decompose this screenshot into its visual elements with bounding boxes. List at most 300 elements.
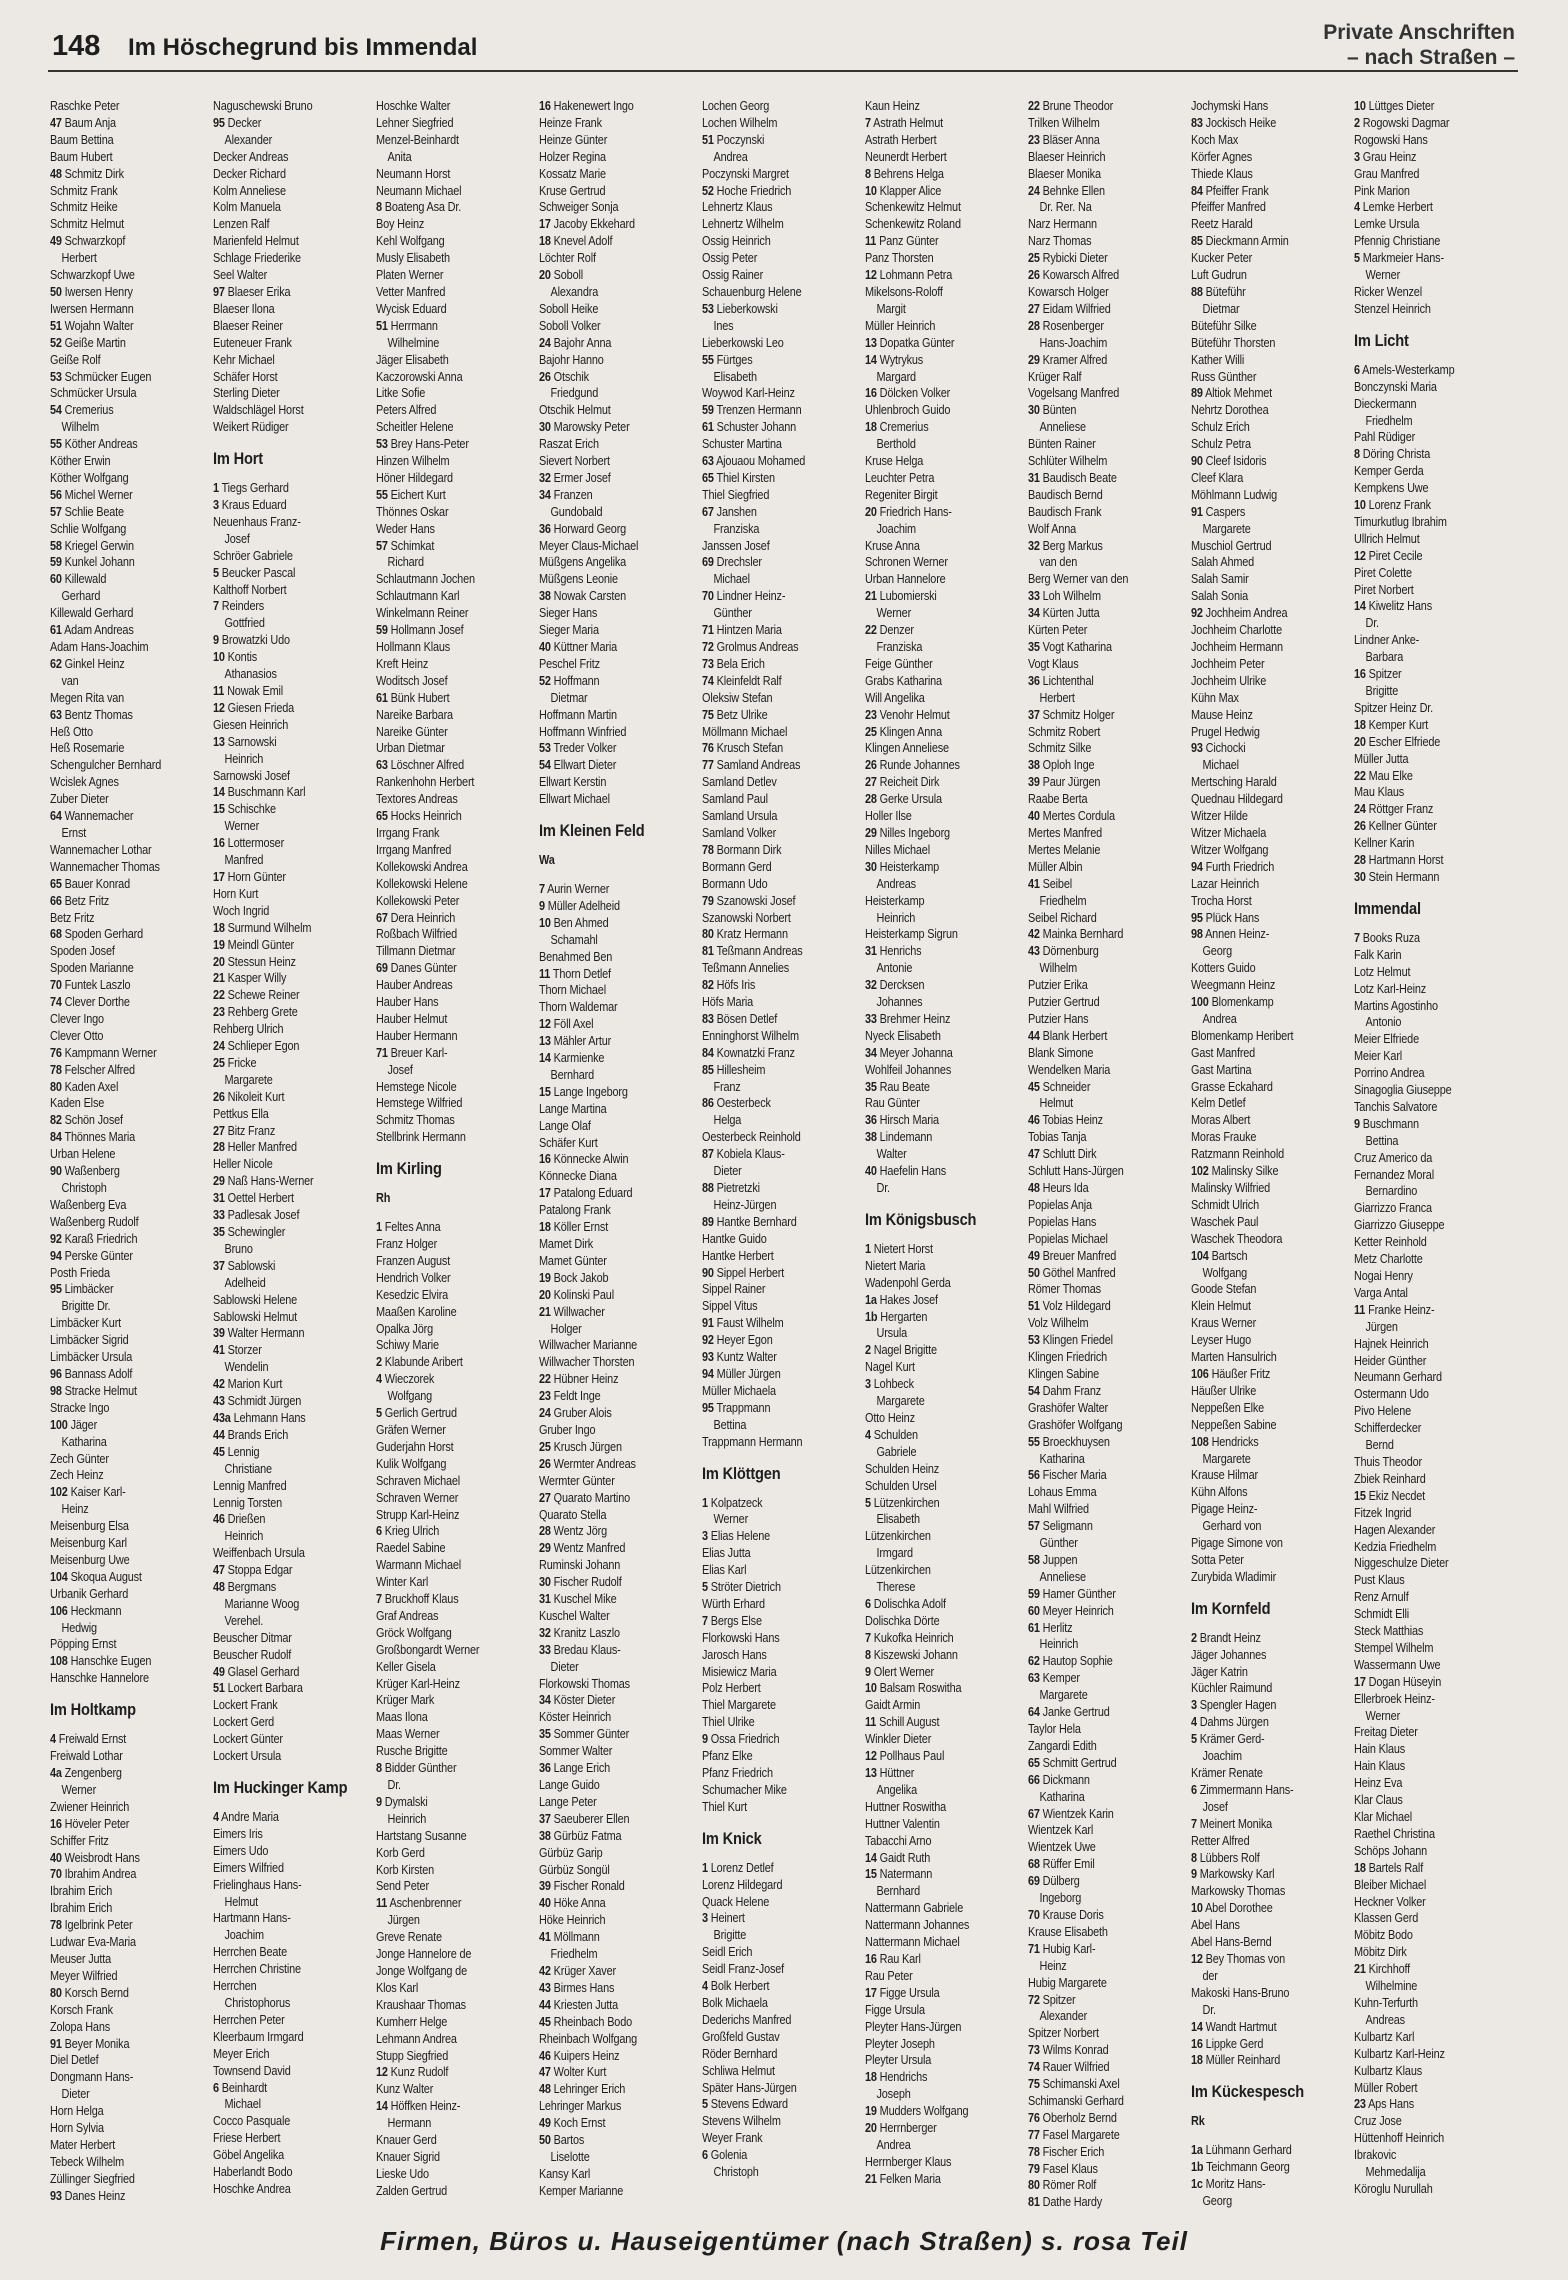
resident-name: Fischer Ronald [553, 1878, 625, 1894]
resident-name: Cremerius [64, 402, 114, 418]
resident-entry [213, 233, 347, 250]
resident-name: Schmitt Gertrud [1042, 1754, 1117, 1770]
resident-name: Liselotte [550, 2148, 590, 2164]
resident-name: Herbert [1039, 689, 1075, 705]
resident-entry [376, 1709, 510, 1726]
resident-entry [213, 1376, 347, 1393]
resident-entry [1191, 926, 1325, 943]
resident-entry [865, 1833, 999, 1850]
resident-entry [865, 910, 999, 927]
resident-name: Margarete [1202, 1450, 1251, 1466]
house-number: 77 [1028, 2126, 1040, 2142]
resident-entry [1354, 1741, 1452, 1758]
resident-entry [1354, 1758, 1452, 1775]
resident-name: Volz Wilhelm [1028, 1315, 1089, 1331]
resident-entry [50, 1866, 184, 1883]
house-number: 41 [213, 1342, 225, 1358]
resident-name: Göbel Angelika [213, 2147, 285, 2163]
resident-name: Knauer Gerd [376, 2132, 437, 2148]
resident-entry [376, 1540, 510, 1557]
resident-name: Sablowski [227, 1257, 276, 1273]
resident-entry [865, 2154, 999, 2171]
resident-name: Gast Manfred [1191, 1044, 1256, 1060]
resident-entry [50, 622, 184, 639]
resident-name: Christophorus [224, 1994, 291, 2010]
resident-name: Kolm Manuela [213, 199, 281, 215]
resident-name: Dr. Rer. Na [1039, 199, 1092, 215]
house-number: 36 [1028, 672, 1040, 688]
resident-entry [376, 1878, 510, 1895]
resident-name: Rauer Wilfried [1042, 2059, 1110, 2075]
house-number: 10 [865, 1680, 877, 1696]
resident-entry [50, 538, 184, 555]
resident-name: Lange Guido [539, 1777, 600, 1792]
resident-entry [376, 842, 510, 859]
house-number: 56 [1028, 1467, 1040, 1483]
resident-entry [376, 859, 510, 876]
resident-entry [376, 1676, 510, 1693]
house-number: 104 [50, 1568, 68, 1584]
resident-entry [1028, 1332, 1162, 1349]
resident-entry [50, 740, 184, 757]
resident-entry [1191, 1248, 1325, 1265]
resident-name: Köster Dieter [553, 1692, 616, 1708]
resident-name: Bauer Konrad [64, 875, 130, 891]
resident-entry [1191, 1535, 1325, 1552]
resident-name: Prugel Hedwig [1191, 723, 1260, 739]
house-number: 31 [1028, 469, 1040, 485]
resident-entry [1028, 385, 1162, 402]
resident-name: Georg [1202, 2192, 1232, 2208]
resident-entry [865, 774, 999, 791]
resident-entry [1191, 1680, 1325, 1697]
resident-entry [213, 784, 347, 801]
resident-entry [1191, 2052, 1325, 2069]
house-number: 28 [1354, 852, 1366, 868]
resident-entry [1354, 1724, 1452, 1741]
resident-entry [539, 1811, 673, 1828]
house-number: 51 [1028, 1298, 1040, 1314]
resident-entry [539, 335, 673, 352]
house-number: 15 [865, 1866, 877, 1882]
house-number: 5 [702, 2096, 708, 2112]
resident-entry [539, 1912, 673, 1929]
resident-name: Wcislek Agnes [50, 774, 119, 790]
resident-entry [213, 1427, 347, 1444]
resident-entry [50, 2103, 184, 2120]
resident-entry [376, 250, 510, 267]
resident-name: Kampmann Werner [64, 1044, 157, 1060]
resident-name: Nogai Henry [1354, 1268, 1413, 1283]
resident-entry [376, 1862, 510, 1879]
resident-entry [539, 1709, 673, 1726]
resident-entry [1028, 2144, 1162, 2161]
house-number: 7 [376, 1591, 382, 1607]
house-number: 38 [1028, 757, 1040, 773]
resident-name: Putzier Gertrud [1028, 994, 1100, 1010]
street-heading: Im Huckinger Kamp [213, 1778, 348, 1797]
house-number: 69 [702, 554, 714, 570]
resident-name: Hüttenhoff Heinrich [1354, 2130, 1445, 2146]
resident-entry [1354, 1353, 1452, 1370]
resident-name: Urban Helene [50, 1146, 116, 1162]
resident-entry [213, 598, 347, 615]
resident-name: Gabriele [876, 1443, 917, 1459]
resident-entry [702, 1180, 836, 1197]
resident-name: Föll Axel [553, 1016, 594, 1032]
resident-entry [1354, 216, 1452, 233]
resident-name: Schlage Friederike [213, 250, 301, 266]
house-number: 78 [1028, 2143, 1040, 2159]
resident-entry [1354, 869, 1452, 886]
resident-entry [1028, 2093, 1162, 2110]
house-number: 70 [50, 1866, 62, 1882]
resident-name: Klingen Anneliese [865, 740, 949, 756]
house-number: 16 [539, 1151, 551, 1167]
resident-entry [1028, 1755, 1162, 1772]
house-number: 55 [376, 486, 388, 502]
resident-entry [1191, 1518, 1325, 1535]
resident-entry [376, 487, 510, 504]
resident-name: Hubig Karl- [1042, 1940, 1096, 1956]
resident-name: Wolfgang [387, 1388, 433, 1404]
resident-entry [702, 1315, 836, 1332]
resident-name: Heinrich [876, 909, 916, 925]
resident-name: Krämer Renate [1191, 1765, 1263, 1780]
resident-entry [1354, 1420, 1452, 1437]
resident-entry [50, 1214, 184, 1231]
resident-name: Wannemacher Lothar [50, 841, 152, 857]
resident-name: Panz Thorsten [865, 250, 934, 266]
resident-name: Bitz Franz [227, 1122, 276, 1138]
house-number: 42 [539, 1962, 551, 1978]
resident-name: Sarnowski [227, 733, 277, 749]
resident-entry [1028, 1620, 1162, 1637]
resident-name: Hagen Alexander [1354, 1521, 1436, 1537]
resident-name: Seibel [1042, 875, 1072, 891]
resident-name: Bentz Thomas [64, 706, 133, 722]
resident-entry [865, 1596, 999, 1613]
resident-name: Kunz Rudolf [390, 2064, 449, 2080]
resident-name: Klar Claus [1354, 1792, 1403, 1808]
resident-name: Kemper Gerda [1354, 463, 1424, 479]
resident-entry [702, 1545, 836, 1562]
resident-name: Schlutt Hans-Jürgen [1028, 1163, 1124, 1179]
resident-entry [1028, 132, 1162, 149]
resident-name: Döring Christa [1362, 446, 1431, 462]
resident-entry [50, 335, 184, 352]
resident-entry [213, 1697, 347, 1714]
resident-name: Bartels Ralf [1368, 1859, 1424, 1875]
resident-entry [865, 1045, 999, 1062]
directory-column [213, 98, 376, 2213]
house-number: 87 [702, 1146, 714, 1162]
resident-name: Schulz Erich [1191, 419, 1250, 435]
resident-entry [702, 707, 836, 724]
resident-name: Pfanz Elke [702, 1748, 753, 1764]
resident-name: Kehl Wolfgang [376, 233, 445, 249]
resident-entry [702, 2147, 836, 2164]
resident-name: Thuis Theodor [1354, 1453, 1422, 1469]
resident-entry [539, 1202, 673, 1219]
resident-name: Figge Ursula [879, 1984, 940, 2000]
resident-name: Thiel Margarete [702, 1697, 776, 1713]
resident-entry [50, 757, 184, 774]
resident-entry [539, 402, 673, 419]
resident-entry [213, 869, 347, 886]
resident-name: Gräfen Werner [376, 1421, 446, 1437]
resident-name: Nagel Brigitte [873, 1342, 937, 1358]
resident-entry [702, 876, 836, 893]
resident-name: Witzer Wolfgang [1191, 841, 1269, 857]
directory-column [1354, 98, 1474, 2213]
house-number: 50 [50, 283, 62, 299]
resident-entry [702, 1697, 836, 1714]
resident-name: Patalong Frank [539, 1202, 611, 1218]
resident-entry [702, 1434, 836, 1451]
resident-name: Krause Hilmar [1191, 1467, 1258, 1483]
resident-name: Wentz Jörg [553, 1523, 607, 1539]
resident-entry [213, 1224, 347, 1241]
resident-name: Heller Manfred [227, 1139, 297, 1155]
resident-name: Kraus Werner [1191, 1315, 1257, 1331]
resident-name: Zbiek Reinhard [1354, 1470, 1426, 1486]
resident-name: Betz Fritz [64, 892, 110, 908]
house-number: 36 [539, 520, 551, 536]
house-number: 15 [539, 1083, 551, 1099]
resident-entry [1191, 1231, 1325, 1248]
house-number: 38 [539, 588, 551, 604]
resident-name: Andrea [713, 148, 748, 164]
resident-entry [1354, 199, 1452, 216]
resident-entry [1028, 1417, 1162, 1434]
resident-entry [376, 453, 510, 470]
resident-entry [1191, 2019, 1325, 2036]
house-number: 104 [1191, 1247, 1209, 1263]
resident-name: Sommer Walter [539, 1743, 613, 1759]
resident-entry [50, 1518, 184, 1535]
resident-name: Zengenberg [64, 1765, 122, 1780]
resident-name: Schronen Werner [865, 554, 948, 570]
resident-name: Heyer Egon [716, 1332, 773, 1348]
resident-name: Astrath Herbert [865, 131, 937, 147]
resident-entry [539, 149, 673, 166]
resident-name: Korsch Bernd [64, 1984, 129, 2000]
resident-entry [1191, 1417, 1325, 1434]
resident-name: Megen Rita van [50, 689, 125, 705]
resident-entry [1354, 98, 1452, 115]
resident-entry [539, 740, 673, 757]
resident-entry [1028, 1349, 1162, 1366]
resident-entry [1191, 639, 1325, 656]
house-number: 2 [1354, 114, 1360, 130]
resident-entry [213, 768, 347, 785]
resident-entry [539, 521, 673, 538]
resident-name: Margarete [1202, 520, 1251, 536]
house-number: 81 [702, 943, 714, 959]
resident-name: Dieckmann Armin [1205, 233, 1289, 249]
resident-entry [1191, 166, 1325, 183]
resident-entry [1191, 859, 1325, 876]
resident-name: Feige Günther [865, 655, 933, 671]
resident-entry [376, 1045, 510, 1062]
resident-entry [539, 1270, 673, 1287]
resident-name: Küttner Maria [553, 639, 617, 654]
resident-name: Schengulcher Bernhard [50, 757, 162, 773]
house-number: 55 [702, 351, 714, 367]
resident-name: Meindl Günter [227, 936, 295, 952]
resident-name: Juppen [1042, 1551, 1078, 1567]
resident-entry [213, 1528, 347, 1545]
resident-entry [1028, 1704, 1162, 1721]
resident-entry [539, 1456, 673, 1473]
resident-name: Ibrahim Andrea [64, 1866, 137, 1882]
resident-name: Pietretzki [716, 1180, 760, 1195]
resident-entry [702, 1281, 836, 1298]
resident-name: Hinzen Wilhelm [376, 453, 450, 469]
resident-name: Weikert Rüdiger [213, 419, 289, 435]
resident-name: Martins Agostinho [1354, 997, 1438, 1013]
resident-name: Schöps Johann [1354, 1842, 1428, 1858]
house-number: 1 [702, 1859, 708, 1875]
resident-entry [1354, 1048, 1452, 1065]
resident-entry [865, 1079, 999, 1096]
resident-entry [1028, 1265, 1162, 1282]
resident-name: Paur Jürgen [1042, 774, 1101, 790]
resident-name: Giarrizzo Franca [1354, 1200, 1432, 1216]
house-number: 53 [539, 740, 551, 756]
resident-name: Franz [713, 1078, 741, 1094]
resident-entry [1191, 1816, 1325, 1833]
resident-name: Stracke Ingo [50, 1399, 110, 1415]
resident-name: Pahl Rüdiger [1354, 429, 1416, 445]
resident-entry [702, 1248, 836, 1265]
house-number: 18 [539, 1219, 551, 1235]
resident-entry [865, 1866, 999, 1883]
resident-name: Franzen August [376, 1252, 451, 1268]
resident-entry [1354, 1640, 1452, 1657]
resident-entry [50, 1298, 184, 1315]
resident-entry [50, 1434, 184, 1451]
house-number: 43a [213, 1409, 231, 1425]
resident-name: Limbäcker Sigrid [50, 1332, 129, 1348]
resident-name: Nattermann Michael [865, 1934, 960, 1950]
resident-entry [702, 1927, 836, 1944]
house-number: 18 [1354, 716, 1366, 732]
resident-entry [1028, 2008, 1162, 2025]
resident-name: Höveler Peter [64, 1815, 130, 1831]
resident-name: Narz Thomas [1028, 233, 1092, 249]
resident-name: Sablowski Helene [213, 1291, 298, 1307]
resident-entry [539, 301, 673, 318]
resident-name: Sarnowski Josef [213, 767, 290, 783]
resident-name: Kellner Karin [1354, 835, 1415, 851]
resident-name: Broeckhuysen [1042, 1433, 1110, 1449]
resident-name: Schäfer Kurt [539, 1134, 598, 1150]
resident-entry [1191, 825, 1325, 842]
resident-name: Ibrahim Erich [50, 1883, 113, 1899]
resident-entry [213, 1410, 347, 1427]
resident-name: Ludwar Eva-Maria [50, 1934, 136, 1950]
resident-name: Dolischka Dörte [865, 1612, 940, 1628]
resident-entry [865, 318, 999, 335]
resident-name: Janke Gertrud [1042, 1704, 1110, 1720]
resident-entry [1354, 1183, 1452, 1200]
house-number: 93 [50, 2187, 62, 2203]
resident-name: Lorenz Detlef [710, 1859, 774, 1875]
resident-name: Regeniter Birgit [865, 486, 938, 502]
resident-name: Christoph [713, 2164, 759, 2180]
resident-entry [1191, 216, 1325, 233]
resident-name: Woch Ingrid [213, 902, 270, 918]
resident-name: Schimanski Gerhard [1028, 2092, 1124, 2108]
resident-entry [376, 369, 510, 386]
resident-name: Maas Ilona [376, 1709, 428, 1725]
resident-name: Werner [1365, 1707, 1401, 1723]
house-number: 37 [539, 1810, 551, 1826]
resident-name: Leuchter Petra [865, 469, 935, 485]
resident-name: Kollekowski Peter [376, 892, 460, 908]
resident-name: Grau Heinz [1362, 148, 1417, 164]
resident-entry [1028, 1721, 1162, 1738]
directory-column [1191, 98, 1354, 2213]
resident-entry [865, 994, 999, 1011]
house-number: 98 [50, 1382, 62, 1398]
resident-entry [213, 683, 347, 700]
resident-name: Korb Kirsten [376, 1861, 435, 1877]
resident-name: Bleiber Michael [1354, 1876, 1427, 1892]
resident-entry [1191, 1765, 1325, 1782]
resident-entry [213, 1511, 347, 1528]
house-number: 21 [213, 970, 225, 986]
resident-name: Nattermann Gabriele [865, 1900, 964, 1916]
resident-name: Müller Heinrich [865, 317, 936, 333]
resident-entry [1354, 1031, 1452, 1048]
resident-name: Nehrtz Dorothea [1191, 402, 1269, 418]
resident-name: Zuber Dieter [50, 791, 109, 807]
resident-name: Pfanz Friedrich [702, 1765, 773, 1780]
resident-name: Annen Heinz- [1205, 926, 1270, 942]
resident-entry [376, 757, 510, 774]
resident-name: Bünten [1042, 402, 1077, 418]
resident-entry [1028, 1603, 1162, 1620]
resident-name: Raabe Berta [1028, 791, 1088, 807]
house-number: 39 [1028, 774, 1040, 790]
resident-name: Wentz Manfred [553, 1540, 626, 1556]
house-number: 37 [1028, 706, 1040, 722]
resident-entry [1028, 1028, 1162, 1045]
resident-name: Zurybida Wladimir [1191, 1568, 1277, 1584]
resident-entry [213, 480, 347, 497]
resident-name: Hendrichs [879, 2069, 928, 2085]
resident-entry [376, 1321, 510, 1338]
resident-entry [50, 554, 184, 571]
resident-name: Dederichs Manfred [702, 2011, 792, 2027]
resident-entry [539, 724, 673, 741]
resident-entry [702, 740, 836, 757]
resident-name: Sotta Peter [1191, 1551, 1244, 1567]
resident-name: Körfer Agnes [1191, 148, 1253, 164]
resident-entry [865, 98, 999, 115]
resident-entry [1354, 784, 1452, 801]
house-number: 23 [213, 1004, 225, 1020]
resident-entry [1028, 1890, 1162, 1907]
resident-name: Berg Markus [1042, 537, 1103, 553]
resident-name: Ullrich Helmut [1354, 530, 1420, 546]
resident-name: Furth Friedrich [1205, 858, 1275, 874]
house-number: 80 [50, 1984, 62, 2000]
resident-entry [1028, 1112, 1162, 1129]
